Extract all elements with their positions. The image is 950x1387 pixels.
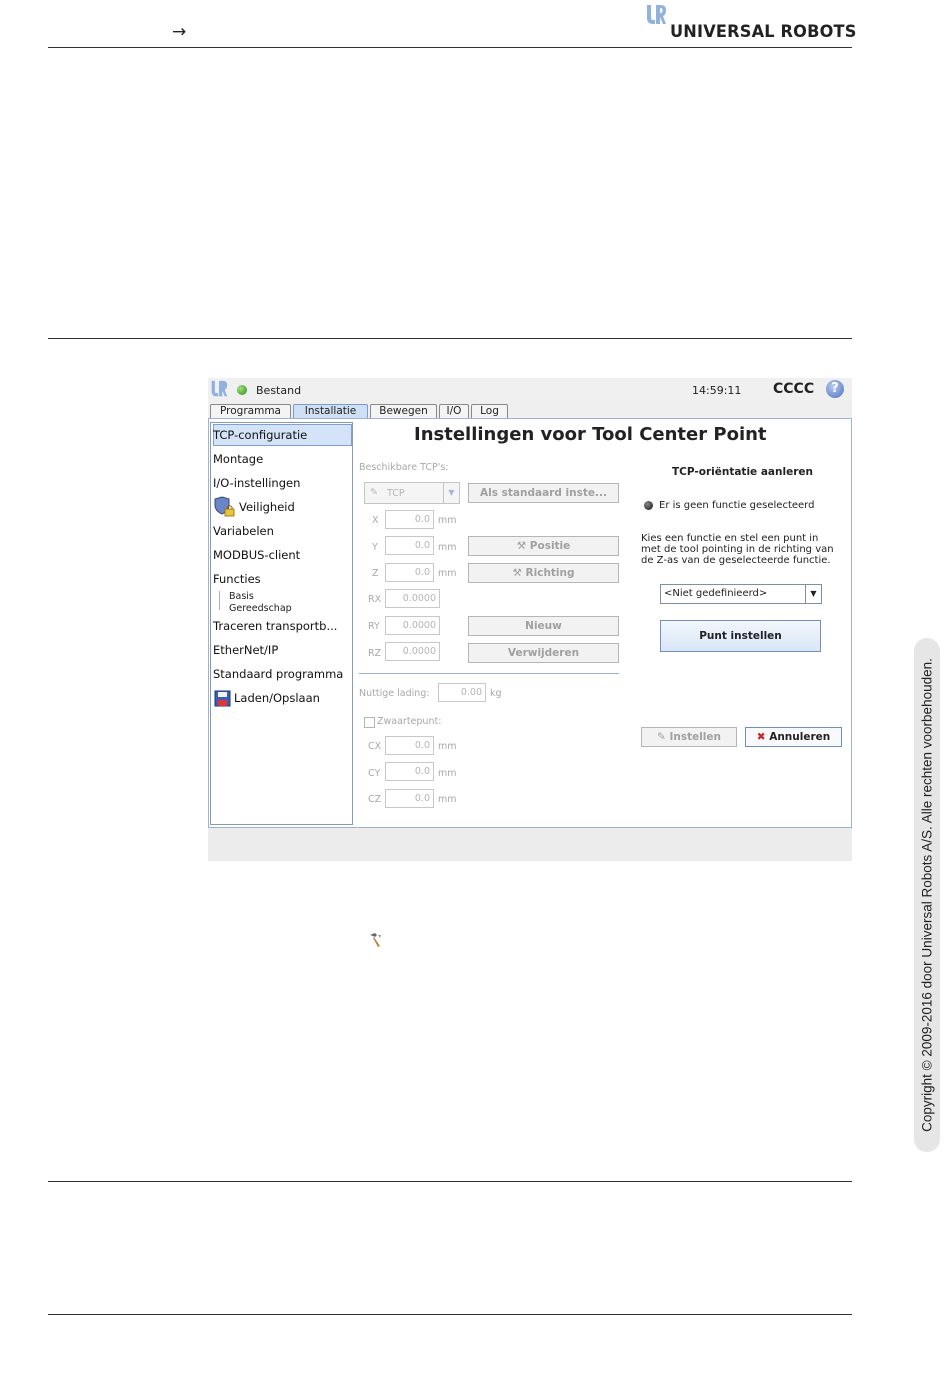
status-ok-icon <box>237 385 247 395</box>
page-title: Instellingen voor Tool Center Point <box>414 424 767 445</box>
y-field[interactable]: 0.0 <box>385 536 434 555</box>
rz-field[interactable]: 0.0000 <box>385 642 440 661</box>
top-bar <box>208 378 852 400</box>
sidebar-item-variabelen[interactable]: Variabelen <box>213 524 274 538</box>
sidebar-subitem-gereedschap[interactable]: Gereedschap <box>229 603 292 614</box>
save-disk-icon <box>214 690 231 707</box>
cx-field[interactable]: 0.0 <box>385 736 434 755</box>
teach-title: TCP-oriëntatie aanleren <box>672 466 813 478</box>
z-field[interactable]: 0.0 <box>385 563 434 582</box>
no-feature-text: Er is geen functie geselecteerd <box>659 500 815 511</box>
orientation-button[interactable] <box>468 563 619 583</box>
set-default-button[interactable]: Als standaard inste... <box>468 483 619 503</box>
instruction-line-2: met de tool pointing in de richting van <box>641 544 834 555</box>
status-dot-icon <box>644 501 653 510</box>
tree-line <box>219 591 220 610</box>
cz-field[interactable]: 0.0 <box>385 789 434 808</box>
ur-logo-icon <box>646 4 666 26</box>
copyright-text: Copyright © 2009-2016 door Universal Robots A/S. Alle rechten voorbehouden. <box>919 658 935 1132</box>
wrench-icon: ⚒ <box>512 567 526 579</box>
tab-log[interactable]: Log <box>471 404 508 418</box>
coord-label-ry: RY <box>368 621 380 632</box>
set-button[interactable] <box>641 727 737 747</box>
tab-bewegen[interactable]: Bewegen <box>370 404 437 418</box>
robot-name: CCCC <box>773 381 815 397</box>
new-button[interactable]: Nieuw <box>468 616 619 636</box>
position-button[interactable] <box>468 536 619 556</box>
available-tcps-label: Beschikbare TCP's: <box>359 462 449 473</box>
arrow-symbol: → <box>172 22 187 42</box>
payload-unit: kg <box>490 688 502 699</box>
delete-button[interactable]: Verwijderen <box>468 643 619 663</box>
instruction-line-1: Kies een functie en stel een punt in <box>641 533 819 544</box>
installation-sidebar <box>210 422 353 825</box>
coord-label-y: Y <box>372 542 378 553</box>
coord-label-rz: RZ <box>368 648 382 659</box>
set-button-label: Instellen <box>669 731 722 743</box>
cz-unit: mm <box>438 794 457 805</box>
sidebar-item-default-program[interactable]: Standaard programma <box>213 667 344 681</box>
tool-icon <box>368 932 384 948</box>
wrench-icon: ⚒ <box>516 540 530 552</box>
shield-lock-icon <box>214 496 236 518</box>
coord-label-rx: RX <box>368 594 382 605</box>
section-rule-lower <box>48 1181 852 1182</box>
chevron-down-icon: ▼ <box>443 483 459 503</box>
cancel-button[interactable] <box>745 727 842 747</box>
sidebar-item-functies[interactable]: Functies <box>213 572 261 586</box>
cancel-button-label: Annuleren <box>769 731 831 743</box>
polyscope-screen <box>208 378 852 861</box>
tab-programma[interactable]: Programma <box>210 404 291 418</box>
clock: 14:59:11 <box>692 384 742 397</box>
feature-select-value: <Niet gedefinieerd> <box>664 588 768 599</box>
payload-field[interactable]: 0.00 <box>438 683 486 702</box>
brand-name: UNIVERSAL ROBOTS <box>670 22 857 42</box>
bottom-strip <box>208 828 852 861</box>
payload-label: Nuttige lading: <box>359 688 430 699</box>
sidebar-item-laden-opslaan[interactable]: Laden/Opslaan <box>234 691 320 705</box>
tcp-pencil-icon: ✎ <box>370 487 378 498</box>
coord-label-cy: CY <box>368 768 381 779</box>
cog-label: Zwaartepunt: <box>377 716 442 727</box>
cy-unit: mm <box>438 768 457 779</box>
sidebar-item-modbus[interactable]: MODBUS-client <box>213 548 301 562</box>
sidebar-item-ethernetip[interactable]: EtherNet/IP <box>213 643 279 657</box>
tcp-select[interactable] <box>364 482 460 504</box>
feature-select[interactable] <box>660 584 822 604</box>
help-icon[interactable]: ? <box>826 380 844 398</box>
x-unit: mm <box>438 515 457 526</box>
y-unit: mm <box>438 542 457 553</box>
sidebar-item-montage[interactable]: Montage <box>213 452 264 466</box>
chevron-down-icon: ▼ <box>805 585 821 603</box>
brand-logo <box>646 4 857 42</box>
sidebar-item-io[interactable]: I/O-instellingen <box>213 476 301 490</box>
cog-checkbox[interactable] <box>364 717 375 728</box>
sidebar-item-veiligheid[interactable]: Veiligheid <box>239 500 295 514</box>
section-rule <box>48 338 852 339</box>
ur-logo-icon <box>210 380 228 398</box>
sidebar-item-tcp[interactable]: TCP-configuratie <box>213 428 308 442</box>
orientation-button-label: Richting <box>525 567 575 579</box>
coord-label-z: Z <box>372 568 379 579</box>
rx-field[interactable]: 0.0000 <box>385 589 440 608</box>
coord-label-cx: CX <box>368 741 382 752</box>
divider <box>359 673 619 674</box>
tab-installatie[interactable]: Installatie <box>293 404 368 418</box>
header-rule <box>48 47 852 48</box>
cx-unit: mm <box>438 741 457 752</box>
menu-file[interactable]: Bestand <box>256 384 302 397</box>
sidebar-subitem-basis[interactable]: Basis <box>229 591 254 602</box>
cy-field[interactable]: 0.0 <box>385 762 434 781</box>
set-point-button[interactable]: Punt instellen <box>660 620 821 652</box>
instruction-line-3: de Z-as van de geselecteerde functie. <box>641 555 831 566</box>
coord-label-cz: CZ <box>368 794 382 805</box>
tcp-select-value: TCP <box>387 488 405 499</box>
sidebar-item-conveyor[interactable]: Traceren transportb... <box>213 619 338 633</box>
x-field[interactable]: 0.0 <box>385 510 434 529</box>
ry-field[interactable]: 0.0000 <box>385 616 440 635</box>
position-button-label: Positie <box>529 540 571 552</box>
close-icon: ✖ <box>756 731 766 743</box>
pencil-icon: ✎ <box>656 731 670 743</box>
footer-rule <box>48 1314 852 1315</box>
tab-io[interactable]: I/O <box>439 404 469 418</box>
z-unit: mm <box>438 568 457 579</box>
coord-label-x: X <box>372 515 379 526</box>
copyright-tab <box>914 638 940 1152</box>
